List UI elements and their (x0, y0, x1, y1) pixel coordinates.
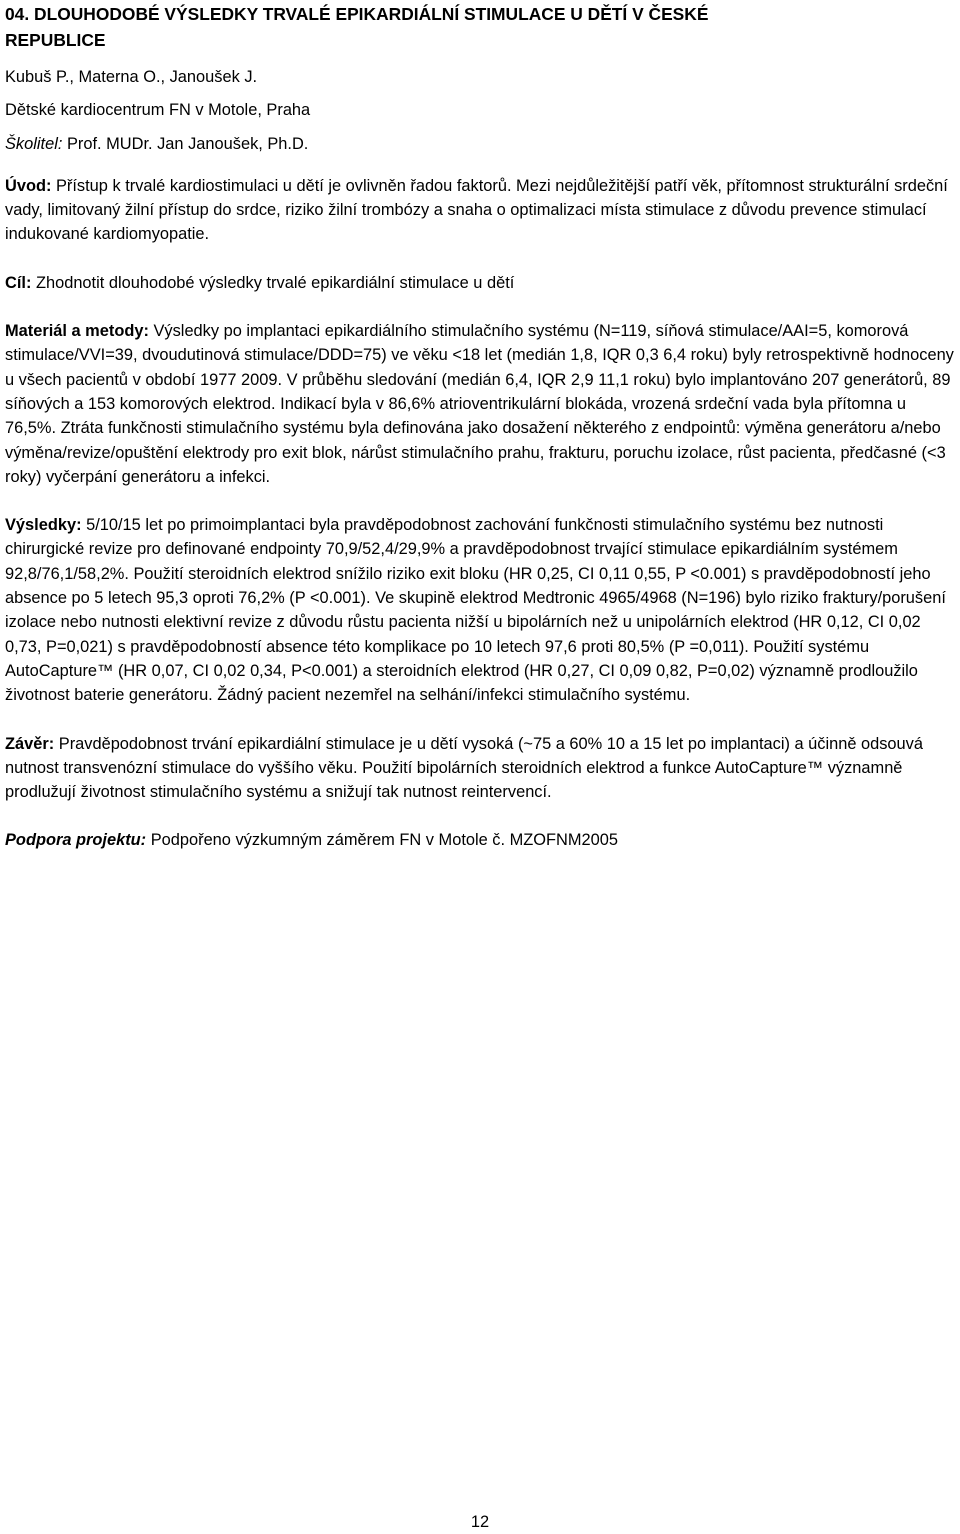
title-line-1: 04. DLOUHODOBÉ VÝSLEDKY TRVALÉ EPIKARDIÁLNÍ STIMULACE U DĚTÍ V ČESKÉ (5, 4, 709, 24)
funding-text: Podpořeno výzkumným záměrem FN v Motole č. MZOFNM2005 (146, 831, 618, 850)
results-label: Výsledky: (5, 516, 82, 535)
supervisor (5, 132, 955, 156)
introduction-text: Přístup k trvalé kardiostimulaci u dětí je ovlivněn řadou faktorů. Mezi nejdůležitější patří věk, přítomnost strukturální srdeční vady, limitovaný žilní přístup do srdce, riziko žilní trombózy a snaha o optimalizaci místa stimulace z důvodu prevence stimulací indukované kardiomyopatie. (5, 176, 948, 244)
section-results (5, 513, 955, 707)
title-line-2: REPUBLICE (5, 29, 106, 50)
abstract-title (5, 2, 955, 53)
affiliation: Dětské kardiocentrum FN v Motole, Praha (5, 101, 311, 120)
section-conclusion (5, 732, 955, 805)
section-introduction (5, 174, 955, 247)
aim-text: Zhodnotit dlouhodobé výsledky trvalé epikardiální stimulace u dětí (31, 273, 515, 292)
section-funding (5, 828, 955, 852)
supervisor-name: Prof. MUDr. Jan Janoušek, Ph.D. (62, 134, 309, 153)
section-aim (5, 271, 955, 295)
abstract-page (5, 2, 955, 853)
section-methods (5, 319, 955, 489)
conclusion-label: Závěr: (5, 734, 55, 753)
funding-label: Podpora projektu: (5, 831, 147, 850)
aim-label: Cíl: (5, 273, 32, 292)
methods-label: Materiál a metody: (5, 322, 149, 341)
authors: Kubuš P., Materna O., Janoušek J. (5, 68, 258, 86)
results-text: 5/10/15 let po primoimplantaci byla pravděpodobnost zachování funkčnosti stimulačního systému bez nutnosti chirurgické revize pro definované endpointy 70,9/52,4/29,9% a pravděpodobnost trvající stimulace epikardiálním systémem 92,8/76,1/58,2%. Použití steroidních elektrod snížilo riziko exit bloku (HR 0,25, CI 0,11 0,55, P <0.001) s pravděpodobností jeho absence po 5 letech 95,3 oproti 76,2% (P <0.001). Ve skupině elektrod Medtronic 4965/4968 (N=196) bylo riziko fraktury/porušení izolace nebo nutnosti elektivní revize z důvodu růstu pacienta nižší u bipolárních než u unipolárních elektrod (HR 0,12, CI 0,02 0,73, P=0,021) s pravděpodobností absence této komplikace po 10 letech 97,6 proti 80,5% (P =0,011). Použití systému AutoCapture™ (HR 0,07, CI 0,02 0,34, P<0.001) a steroidních elektrod (HR 0,27, CI 0,09 0,82, P=0,02) významně prodloužilo životnost baterie generátoru. Žádný pacient nezemřel na selhání/infekci stimulačního systému. (5, 516, 946, 705)
introduction-label: Úvod: (5, 176, 52, 195)
supervisor-label: Školitel: (5, 134, 63, 153)
conclusion-text: Pravděpodobnost trvání epikardiální stimulace je u dětí vysoká (~75 a 60% 10 a 15 let po implantaci) a účinně odsouvá nutnost transvenózní stimulace do vyššího věku. Použití bipolárních steroidních elektrod a funkce AutoCapture™ významně prodlužují životnost stimulačního systému a snižují tak nutnost reintervencí. (5, 734, 923, 802)
methods-text: Výsledky po implantaci epikardiálního stimulačního systému (N=119, síňová stimulace/AAI=5, komorová stimulace/VVI=39, dvoudutinová stimulace/DDD=75) ve věku <18 let (medián 1,8, IQR 0,3 6,4 roku) byly retrospektivně hodnoceny u všech pacientů v období 1977 2009. V průběhu sledování (medián 6,4, IQR 2,9 11,1 roku) bylo implantováno 207 generátorů, 89 síňových a 153 komorových elektrod. Indikací byla v 86,6% atrioventrikulární blokáda, vrozená srdeční vada byla přítomna u 76,5%. Ztráta funkčnosti stimulačního systému byla definována jako dosažení některého z endpointů: výměna generátoru a/nebo výměna/revize/opuštění elektrody pro exit blok, nárůst stimulačního prahu, frakturu, poruchu izolace, růst pacienta, předčasné (<3 roky) vyčerpání generátoru a infekci. (5, 322, 954, 486)
page-number: 12 (470, 1513, 490, 1531)
